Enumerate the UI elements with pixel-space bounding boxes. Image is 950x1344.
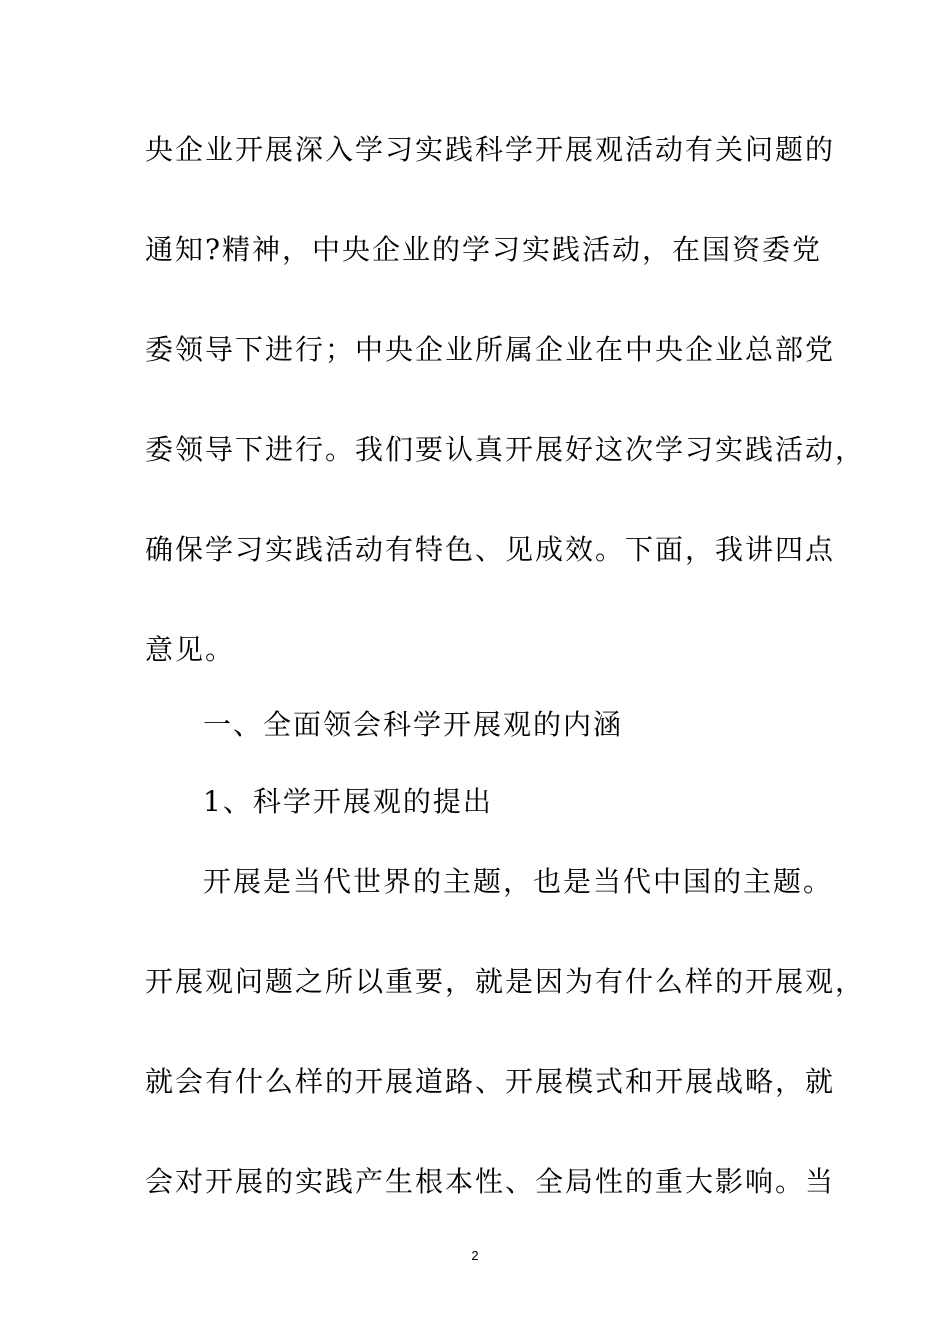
section-heading: 一、全面领会科学开展观的内涵 <box>203 708 624 741</box>
body-text-line: 通知?精神，中央企业的学习实践活动，在国资委党 <box>145 233 823 266</box>
paragraph-first-line: 开展是当代世界的主题，也是当代中国的主题。 <box>203 865 834 898</box>
body-text-line: 委领导下进行。我们要认真开展好这次学习实践活动， <box>145 433 866 466</box>
subsection-heading: 1、科学开展观的提出 <box>203 785 493 818</box>
body-text-line: 开展观问题之所以重要，就是因为有什么样的开展观， <box>145 965 866 998</box>
body-text-line: 确保学习实践活动有特色、见成效。下面，我讲四点 <box>145 533 836 566</box>
body-text-line: 就会有什么样的开展道路、开展模式和开展战略，就 <box>145 1065 836 1098</box>
body-text-line: 会对开展的实践产生根本性、全局性的重大影响。当 <box>145 1165 836 1198</box>
body-text-line: 委领导下进行；中央企业所属企业在中央企业总部党 <box>145 333 836 366</box>
page-number: 2 <box>471 1248 479 1263</box>
body-text-line: 意见。 <box>145 633 236 666</box>
body-text-line: 央企业开展深入学习实践科学开展观活动有关问题的 <box>145 133 836 166</box>
